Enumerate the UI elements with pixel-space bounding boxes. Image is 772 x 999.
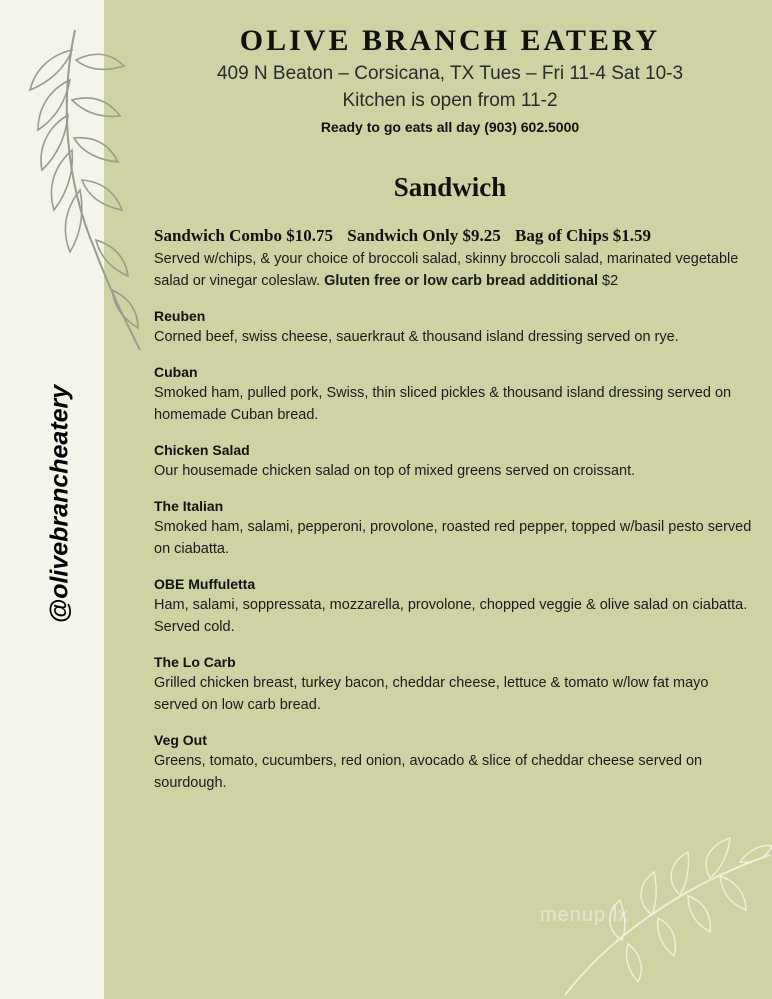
- menu-item: [154, 362, 754, 426]
- menu-item: [154, 652, 754, 716]
- menu-item: [154, 440, 754, 482]
- item-name: The Italian: [154, 498, 224, 514]
- item-description: Grilled chicken breast, turkey bacon, cheddar cheese, lettuce & tomato w/low fat mayo served on low carb bread.: [154, 675, 709, 713]
- kitchen-hours: Kitchen is open from 11-2: [342, 90, 558, 111]
- menu-content: [154, 224, 754, 794]
- restaurant-name: OLIVE BRANCH EATERY: [239, 24, 661, 57]
- item-description: Smoked ham, pulled pork, Swiss, thin sliced pickles & thousand island dressing served on homemade Cuban bread.: [154, 385, 732, 423]
- section-description: [154, 248, 754, 292]
- olive-branch-top-icon: [20, 20, 150, 360]
- item-name: Veg Out: [154, 732, 207, 748]
- price-line: [154, 224, 754, 248]
- item-description: Greens, tomato, cucumbers, red onion, avocado & slice of cheddar cheese served on sourdough.: [154, 753, 703, 791]
- menu-item: [154, 574, 754, 638]
- item-description: Ham, salami, soppressata, mozzarella, provolone, chopped veggie & olive salad on ciabatta. Served cold.: [154, 597, 748, 635]
- menu-item: [154, 730, 754, 794]
- item-name: Chicken Salad: [154, 442, 250, 458]
- combo-price: Sandwich Combo $10.75: [154, 226, 334, 245]
- item-name: Cuban: [154, 364, 198, 380]
- sides-description: Served w/chips, & your choice of broccoli salad, skinny broccoli salad, marinated vegetable salad or vinegar coleslaw.: [154, 251, 739, 289]
- item-name: The Lo Carb: [154, 654, 236, 670]
- sandwich-only-price: Sandwich Only $9.25: [347, 226, 501, 245]
- watermark: menup lx: [540, 904, 630, 926]
- item-description: Our housemade chicken salad on top of mixed greens served on croissant.: [154, 463, 636, 479]
- item-name: OBE Muffuletta: [154, 576, 256, 592]
- menu-header: [170, 22, 730, 138]
- section-title: Sandwich: [393, 172, 507, 202]
- menu-item: [154, 496, 754, 560]
- bread-note: Gluten free or low carb bread additional: [324, 273, 599, 289]
- menu-item: [154, 306, 754, 348]
- item-name: Reuben: [154, 308, 206, 324]
- item-description: Smoked ham, salami, pepperoni, provolone, roasted red pepper, topped w/basil pesto served on ciabatta.: [154, 519, 752, 557]
- item-description: Corned beef, swiss cheese, sauerkraut & thousand island dressing served on rye.: [154, 329, 679, 345]
- ready-to-go-phone: Ready to go eats all day (903) 602.5000: [320, 119, 580, 135]
- chips-price: Bag of Chips $1.59: [515, 226, 652, 245]
- bread-note-price: $2: [602, 273, 619, 289]
- instagram-handle: @olivebrancheatery: [45, 384, 74, 624]
- address-hours: 409 N Beaton – Corsicana, TX Tues – Fri 11-4 Sat 10-3: [216, 63, 684, 84]
